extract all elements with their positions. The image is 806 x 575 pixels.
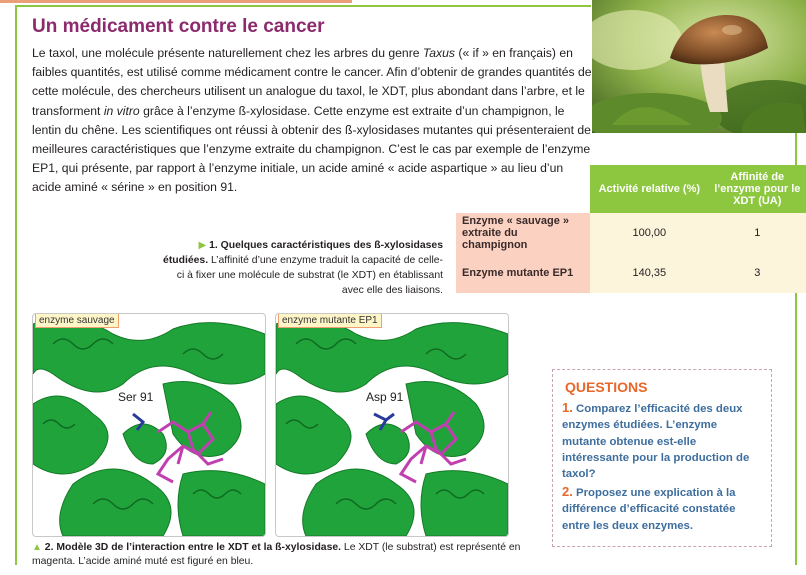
row-label-mutant: Enzyme mutante EP1: [456, 253, 590, 293]
triangle-right-icon: ▶: [198, 240, 207, 251]
asp91-label: Asp 91: [366, 390, 404, 404]
cell-affinity-wild: 1: [709, 213, 806, 253]
cell-activity-mutant: 140,35: [590, 253, 709, 293]
doc1-caption: ▶ 1. Quelques caractéristiques des ß-xylosidases étudiées. L’affinité d’une enzyme traduit la capacité de celle-ci à fixer une molécule de substrat (le XDT) en établissant avec elle des liaisons.: [163, 240, 443, 296]
row-label-wild: Enzyme « sauvage » extraite du champignon: [456, 213, 590, 253]
questions-heading: QUESTIONS: [565, 379, 648, 395]
questions-box: [552, 369, 772, 547]
cell-affinity-mutant: 3: [709, 253, 806, 293]
intro-paragraph: Le taxol, une molécule présente naturellement chez les arbres du genre Taxus (« if » en français) en faibles quantités, est utilisé comme médicament contre le cancer. Afin d’obtenir de grandes quantités de cette molécule, des chercheurs utilisent un analogue du taxol, le XDT, plus abondant dans l’arbre, et le transforment in vitro grâce à l’enzyme ß-xylosidase. Cette enzyme est extraite d’un champignon, le lentin du chêne. Les scientifiques ont réussi à obtenir des ß-xylosidases mutantes qui présenteraient de meilleures caractéristiques que l’enzyme extraite du champignon. C’est le cas par exemple de l’enzyme EP1, qui présente, par rapport à l’enzyme initiale, un acide aminé « acide aspartique » au lieu d’un acide aminé « sérine » en position 91.: [32, 46, 592, 195]
genus-taxus: Taxus: [422, 46, 455, 60]
question-2: 2. Proposez une explication à la différence d’efficacité constatée entre les deux enzymes.: [562, 484, 736, 532]
enzyme-characteristics-table: [456, 165, 806, 293]
page-title: Un médicament contre le cancer: [32, 16, 325, 37]
ser91-label: Ser 91: [118, 390, 154, 404]
model-mutant-panel: [275, 313, 509, 537]
triangle-up-icon: ▲: [32, 542, 42, 553]
mushroom-photo: [592, 0, 806, 133]
header-affinity: Affinité de l’enzyme pour le XDT (UA): [709, 165, 806, 213]
frame-left-border: [15, 5, 17, 565]
wild-enzyme-label: enzyme sauvage: [35, 313, 119, 328]
mutant-enzyme-label: enzyme mutante EP1: [278, 313, 382, 328]
header-activity: Activité relative (%): [590, 165, 709, 213]
question-1: 1. Comparez l’efficacité des deux enzymes étudiées. L’enzyme mutante obtenue est-elle intéressante pour la production de taxol?: [562, 400, 750, 481]
cell-activity-wild: 100,00: [590, 213, 709, 253]
frame-top-border: [15, 5, 591, 7]
top-accent-line: [0, 0, 352, 3]
model-wild-panel: [32, 313, 266, 537]
in-vitro-term: in vitro: [103, 103, 140, 118]
doc2-caption: ▲ 2. Modèle 3D de l’interaction entre le XDT et la ß-xylosidase. Le XDT (le substrat) est représenté en magenta. L’acide aminé muté est figuré en bleu.: [32, 542, 521, 567]
